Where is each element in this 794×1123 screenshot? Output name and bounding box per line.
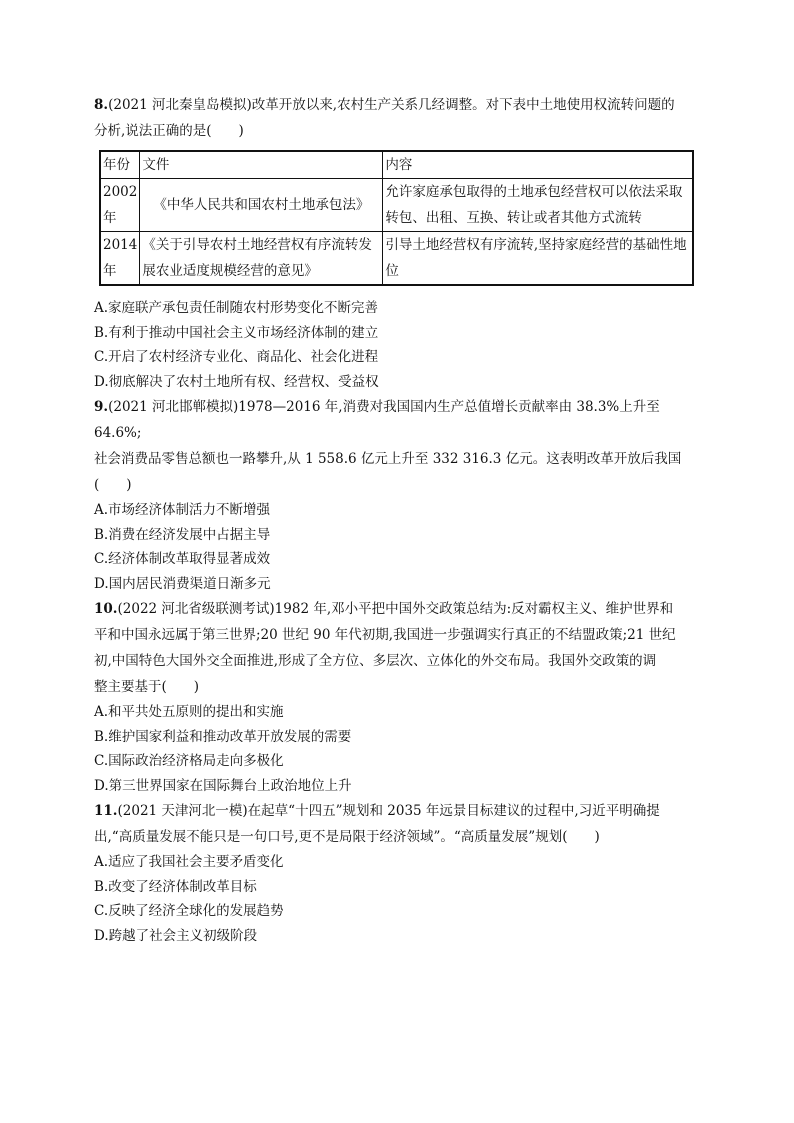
table-header-year: 年份 [100,151,140,179]
option-a: A.和平共处五原则的提出和实施 [94,704,284,720]
table-cell-content: 引导土地经营权有序流转,坚持家庭经营的基础性地位 [383,232,693,286]
option-d: D.跨越了社会主义初级阶段 [94,927,258,944]
question-9-stem: 9.(2021 河北邯郸模拟)1978—2016 年,消费对我国国内生产总值增长贡献率由 38.3%上升至 64.6%; 社会消费品零售总额也一路攀升,从 1 558.6 亿元上升至 332 316.3 亿元。这表明改革开放后我国 ( ) [94,399,682,493]
question-10-stem: 10.(2022 河北省级联测考试)1982 年,邓小平把中国外交政策总结为:反对霸权主义、维护世界和 平和中国永远属于第三世界;20 世纪 90 年代初期,我国进一步强调实行真正的不结盟政策;21 世纪 初,中国特色大国外交全面推进,形成了全方位、多层次、立体化的外交布局。我国外交政策的调 整主要基于( ) [94,601,676,695]
question-number: 8. [94,97,109,113]
question-11 [94,798,704,948]
option-c: C.经济体制改革取得显著成效 [94,551,271,567]
question-number: 11. [94,803,118,819]
option-d: D.国内居民消费渠道日渐多元 [94,575,271,592]
question-11-stem: 11.(2021 天津河北一模)在起草“十四五”规划和 2035 年远景目标建议的过程中,习近平明确提 出,“高质量发展不能只是一句口号,更不是局限于经济领域”。“高质量发展”规划( ) [94,803,660,845]
option-b: B.改变了经济体制改革目标 [94,878,257,895]
option-d: D.彻底解决了农村土地所有权、经营权、受益权 [94,373,379,390]
table-cell-year: 2014年 [100,232,140,286]
document-page [94,92,704,948]
question-8 [94,92,704,394]
option-a: A.市场经济体制活力不断增强 [94,502,271,518]
table-row [100,179,693,232]
table-header-file: 文件 [140,151,383,179]
option-d: D.第三世界国家在国际舞台上政治地位上升 [94,777,352,794]
table-header-content: 内容 [383,151,693,179]
option-c: C.国际政治经济格局走向多极化 [94,753,284,769]
land-transfer-table [99,150,694,286]
option-a: A.适应了我国社会主要矛盾变化 [94,854,284,870]
table-row [100,232,693,286]
option-b: B.消费在经济发展中占据主导 [94,526,271,543]
table-cell-file: 《关于引导农村土地经营权有序流转发展农业适度规模经营的意见》 [140,232,383,286]
table-cell-file: 《中华人民共和国农村土地承包法》 [140,179,383,232]
question-8-stem: 8.(2021 河北秦皇岛模拟)改革开放以来,农村生产关系几经调整。对下表中土地使用权流转问题的 分析,说法正确的是( ) [94,97,675,139]
question-number: 9. [94,399,109,415]
question-9 [94,394,704,596]
question-number: 10. [94,601,118,617]
option-c: C.反映了经济全球化的发展趋势 [94,903,284,919]
table-header-row [100,151,693,179]
table-cell-content: 允许家庭承包取得的土地承包经营权可以依法采取转包、出租、互换、转让或者其他方式流转 [383,179,693,232]
option-c: C.开启了农村经济专业化、商品化、社会化进程 [94,349,379,365]
option-b: B.维护国家利益和推动改革开放发展的需要 [94,728,352,745]
question-10 [94,596,704,798]
option-a: A.家庭联产承包责任制随农村形势变化不断完善 [94,300,379,316]
table-cell-year: 2002年 [100,179,140,232]
option-b: B.有利于推动中国社会主义市场经济体制的建立 [94,324,379,341]
